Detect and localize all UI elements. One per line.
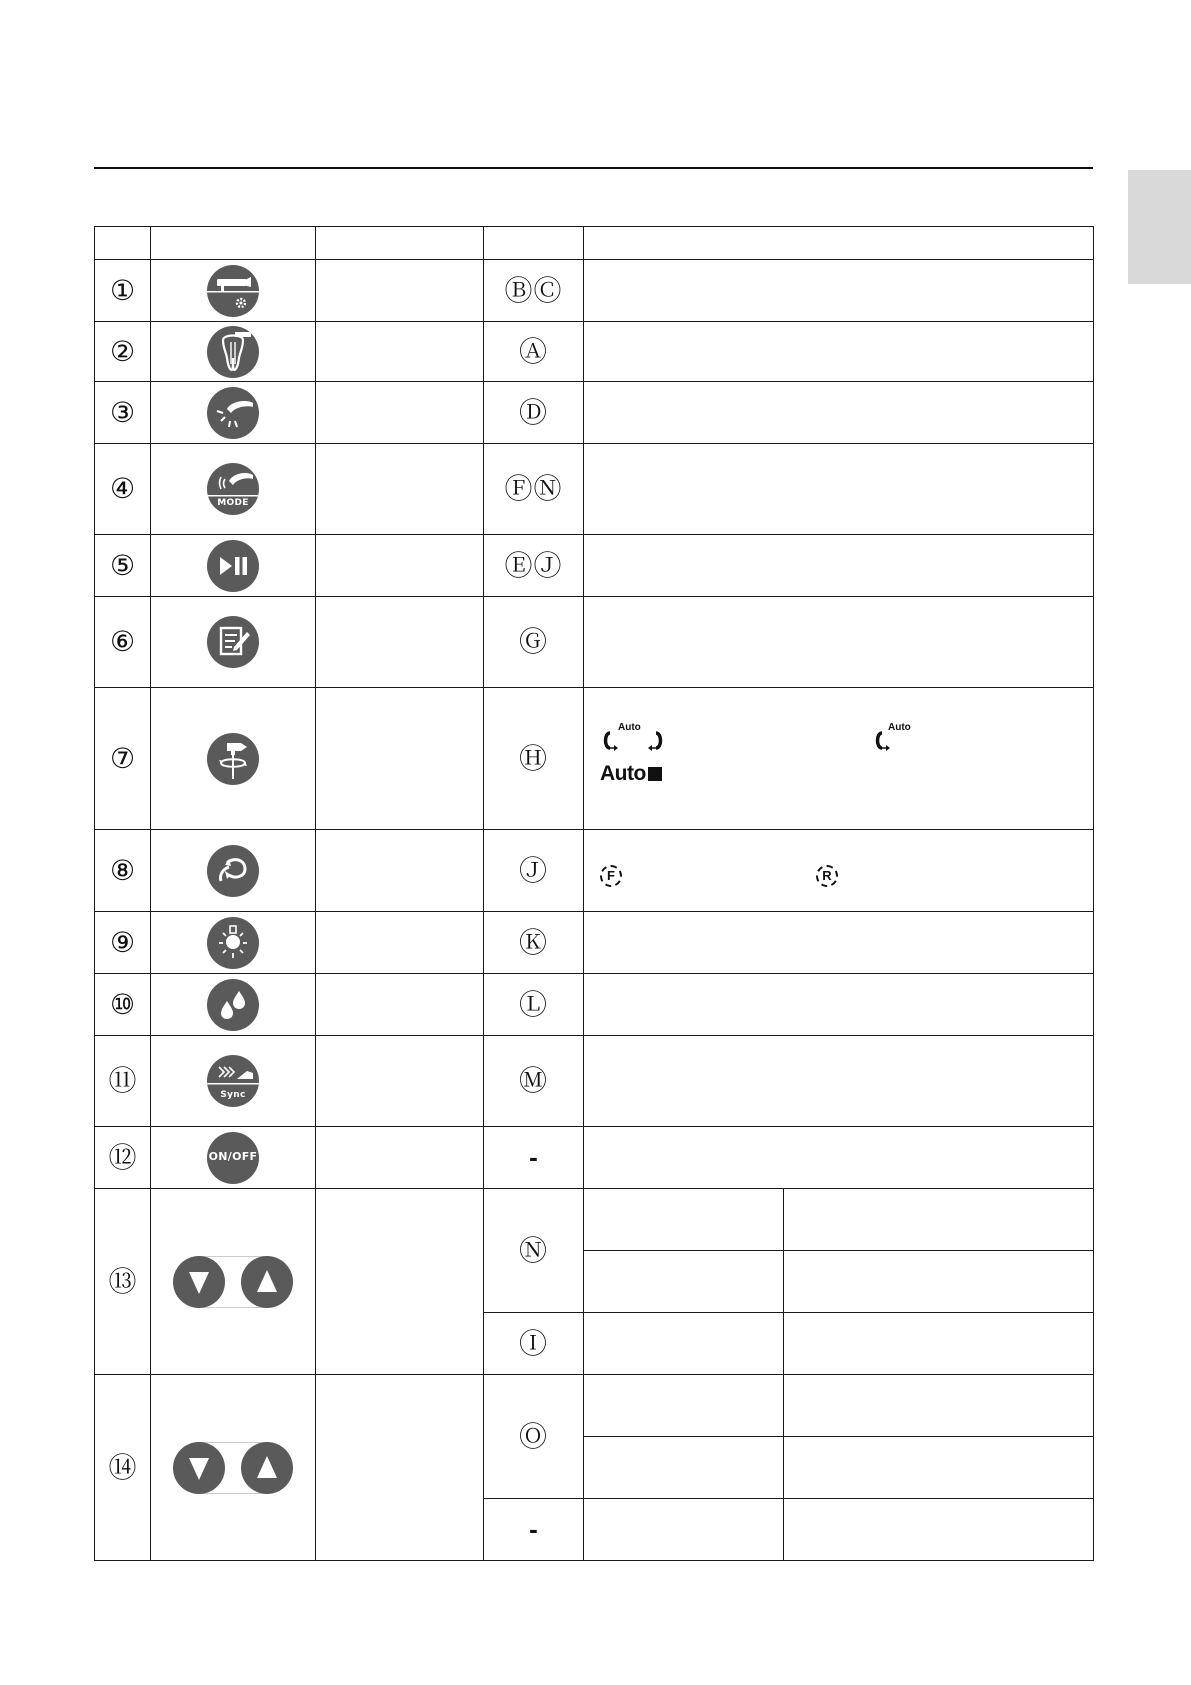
description-cell xyxy=(584,444,1094,535)
ref-letters: Ⓛ xyxy=(518,987,548,1021)
description-cell xyxy=(584,597,1094,688)
row-number: ⑩ xyxy=(109,987,136,1021)
row-number: ⑪ xyxy=(108,1064,137,1097)
header-cell-ref xyxy=(484,227,584,260)
row-number: ⑤ xyxy=(109,548,136,582)
play-pause-icon[interactable] xyxy=(207,540,259,592)
table-row xyxy=(95,1127,1094,1189)
rotation-direction-icon[interactable] xyxy=(207,845,259,897)
description-cell xyxy=(584,688,1094,830)
row-number: ① xyxy=(109,273,136,307)
table-row xyxy=(95,1036,1094,1127)
table-row xyxy=(95,1375,1094,1437)
sub-cell xyxy=(584,1499,784,1561)
up-arrow-button[interactable] xyxy=(241,1256,293,1308)
header-cell-no xyxy=(95,227,151,260)
description-cell xyxy=(584,322,1094,382)
name-cell xyxy=(316,1036,484,1127)
sub-cell xyxy=(584,1437,784,1499)
table-row xyxy=(95,535,1094,597)
icon-caption: ON/OFF xyxy=(208,1149,258,1163)
sub-cell xyxy=(584,1251,784,1313)
name-cell xyxy=(316,1375,484,1561)
tooth-root-canal-icon[interactable] xyxy=(207,326,259,378)
row-number: ⑬ xyxy=(108,1264,137,1298)
row-number: ⑭ xyxy=(108,1450,137,1484)
table-row xyxy=(95,382,1094,444)
table-row xyxy=(95,597,1094,688)
ref-letters: Ⓘ xyxy=(518,1326,548,1360)
description-cell xyxy=(584,260,1094,322)
description-cell xyxy=(584,912,1094,974)
table-row xyxy=(95,444,1094,535)
sync-icon[interactable] xyxy=(207,1055,259,1107)
table-row xyxy=(95,688,1094,830)
row-number: ⑨ xyxy=(109,925,136,959)
table-row xyxy=(95,974,1094,1036)
handpiece-light-icon[interactable] xyxy=(207,387,259,439)
sub-description-cell xyxy=(784,1375,1094,1437)
ref-letters: ⒷⒸ xyxy=(504,273,563,307)
table-row xyxy=(95,322,1094,382)
sub-cell xyxy=(584,1375,784,1437)
section-tab xyxy=(1128,170,1191,284)
handpiece-settings-icon[interactable] xyxy=(207,265,259,317)
table-row xyxy=(95,830,1094,912)
name-cell xyxy=(316,260,484,322)
ref-letters: Ⓜ xyxy=(518,1064,548,1097)
row-number: ② xyxy=(109,334,136,368)
ref-letters: Ⓐ xyxy=(518,334,548,368)
sub-cell xyxy=(584,1189,784,1251)
down-arrow-button[interactable] xyxy=(173,1442,225,1494)
up-arrow-button[interactable] xyxy=(241,1442,293,1494)
auto-reciprocation-symbol xyxy=(600,721,666,754)
sub-description-cell xyxy=(784,1437,1094,1499)
header-cell-icon xyxy=(151,227,316,260)
ref-letters: Ⓖ xyxy=(518,625,548,658)
row-number: ⑦ xyxy=(109,741,136,775)
row-number: ⑫ xyxy=(108,1140,137,1174)
description-cell xyxy=(584,830,1094,912)
icon-caption: MODE xyxy=(217,498,249,508)
controls-table xyxy=(94,226,1094,1561)
sub-cell xyxy=(584,1313,784,1375)
auto-label-small: Auto xyxy=(888,721,911,733)
auto-rotation-symbol xyxy=(872,721,911,754)
description-cell xyxy=(584,535,1094,597)
icon-caption: Sync xyxy=(220,1090,246,1100)
file-rotation-icon[interactable] xyxy=(207,733,259,785)
ref-letters: Ⓚ xyxy=(518,925,548,959)
description-cell xyxy=(584,1127,1094,1189)
name-cell xyxy=(316,1127,484,1189)
auto-label-small: Auto xyxy=(618,721,641,733)
row-number: ⑧ xyxy=(109,853,136,887)
ref-letters: - xyxy=(529,1142,538,1172)
sub-description-cell xyxy=(784,1499,1094,1561)
handpiece-mode-icon[interactable] xyxy=(207,463,259,515)
name-cell xyxy=(316,535,484,597)
ref-letters: Ⓓ xyxy=(518,395,548,429)
auto-stop-label: Auto xyxy=(600,761,646,785)
ref-letters: Ⓗ xyxy=(518,741,548,775)
down-arrow-button[interactable] xyxy=(173,1256,225,1308)
sub-description-cell xyxy=(784,1251,1094,1313)
row-number: ③ xyxy=(109,395,136,429)
header-cell-name xyxy=(316,227,484,260)
water-drops-icon[interactable] xyxy=(207,979,259,1031)
sub-description-cell xyxy=(784,1313,1094,1375)
ref-letters: ⒺⒿ xyxy=(504,548,563,582)
auto-stop-symbol xyxy=(600,762,662,786)
table-row xyxy=(95,1189,1094,1251)
name-cell xyxy=(316,322,484,382)
description-cell xyxy=(584,974,1094,1036)
row-number: ④ xyxy=(109,472,136,505)
name-cell xyxy=(316,912,484,974)
row-number: ⑥ xyxy=(109,625,136,658)
name-cell xyxy=(316,688,484,830)
ref-letters: Ⓝ xyxy=(518,1233,548,1267)
ref-letters: Ⓙ xyxy=(518,853,548,887)
table-row xyxy=(95,912,1094,974)
description-cell xyxy=(584,1036,1094,1127)
down-up-arrows-icon xyxy=(173,1442,293,1494)
ref-letters: - xyxy=(529,1514,538,1544)
power-icon[interactable] xyxy=(207,1132,259,1184)
ref-letters: ⒻⓃ xyxy=(504,472,563,505)
name-cell xyxy=(316,830,484,912)
ref-letters: Ⓞ xyxy=(518,1419,548,1453)
name-cell xyxy=(316,974,484,1036)
header-cell-function xyxy=(584,227,1094,260)
table-row xyxy=(95,260,1094,322)
memo-edit-icon[interactable] xyxy=(207,616,259,668)
forward-symbol: F xyxy=(600,865,622,887)
table-header-row xyxy=(95,227,1094,260)
description-cell xyxy=(584,382,1094,444)
name-cell xyxy=(316,382,484,444)
stop-square-icon xyxy=(648,767,662,781)
header-rule xyxy=(94,167,1093,169)
name-cell xyxy=(316,1189,484,1375)
name-cell xyxy=(316,444,484,535)
light-bulb-icon[interactable] xyxy=(207,917,259,969)
down-up-arrows-icon xyxy=(173,1256,293,1308)
sub-description-cell xyxy=(784,1189,1094,1251)
name-cell xyxy=(316,597,484,688)
reverse-symbol: R xyxy=(816,865,838,887)
